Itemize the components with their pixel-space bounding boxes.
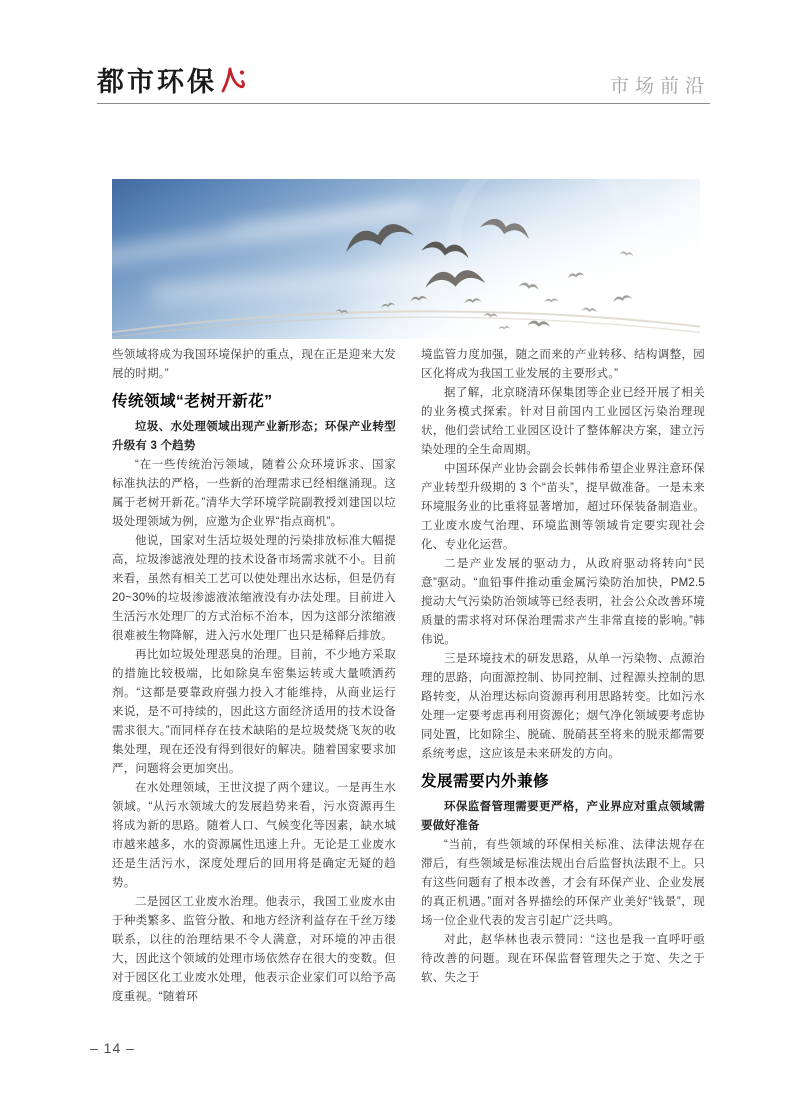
article-paragraph: 二是产业发展的驱动力，从政府驱动将转向“民意”驱动。“血铅事件推动重金属污染防治加快，PM2.5搅动大气污染防治领域等已经表明，社会公众改善环境质量的需求将对环保治理需求产生非常直接的影响。”韩伟说。 [421, 558, 705, 646]
article-paragraph: 三是环境技术的研发思路，从单一污染物、点源治理的思路，向面源控制、协同控制、过程源头控制的思路转变，从治理达标向资源再利用思路转变。比如污水处理一定要考虑再利用资源化；烟气净化领域要考虑协同处置，比如除尘、脱硫、脱硝甚至将来的脱汞都需要系统考虑，这应该是未来研发的方向。 [421, 653, 705, 760]
article-body [112, 346, 705, 1007]
magazine-logo [97, 63, 245, 96]
article-paragraph: 据了解，北京晓清环保集团等企业已经开展了相关的业务模式探索。针对目前国内工业园区污染治理现状，他们尝试给工业园区设计了整体解决方案，建立污染处理的全生命周期。 [421, 387, 705, 456]
article-paragraph: “当前，有些领域的环保相关标准、法律法规存在滞后，有些领域是标准法规出台后监督执法跟不上。只有这些问题有了根本改善，才会有环保产业、企业发展的真正机遇。”面对各界描绘的环保产业美好“钱景”，现场一位企业代表的发言引起广泛共鸣。 [421, 839, 705, 927]
article-lead-paragraph: 环保监督管理需要更严格，产业界应对重点领域需要做好准备 [421, 801, 705, 832]
magazine-title: 都市环保 [97, 67, 217, 97]
hero-sky-birds-image [112, 179, 700, 339]
article-paragraph: 些领域将成为我国环境保护的重点，现在正是迎来大发展的时期。” [112, 349, 396, 380]
page-header [97, 62, 710, 104]
article-paragraph: 境监管力度加强，随之而来的产业转移、结构调整，园区化将成为我国工业发展的主要形式。” [421, 349, 705, 380]
article-paragraph: 他说，国家对生活垃圾处理的污染排放标准大幅提高，垃圾渗滤液处理的技术设备市场需求就不小。目前来看，虽然有相关工艺可以使处理出水达标，但是仍有20~30%的垃圾渗滤液浓缩液没有办法处理。目前进入生活污水处理厂的方式治标不治本，因为这部分浓缩液很难被生物降解，进入污水处理厂也只是稀释后排放。 [112, 535, 396, 642]
article-right-column [421, 346, 705, 1007]
birds-illustration [112, 179, 700, 339]
article-paragraph: 再比如垃圾处理恶臭的治理。目前，不少地方采取的措施比较极端，比如除臭车密集运转或大量喷洒药剂。“这都是要靠政府强力投入才能维持，从商业运行来说，是不可持续的，因此这方面经济适用的技术设备需求很大。”而同样存在技术缺陷的是垃圾焚烧飞灰的收集处理，现在还没有得到很好的解决。随着国家要求加严，问题将会更加突出。 [112, 649, 396, 775]
red-calligraphy-mark-icon [221, 66, 245, 99]
article-subheading: 发展需要内外兼修 [421, 773, 550, 790]
article-left-column [112, 346, 396, 1007]
section-label: 市场前沿 [609, 76, 710, 97]
page-number: – 14 – [90, 1040, 135, 1056]
article-paragraph: 二是园区工业废水治理。他表示，我国工业废水由于种类繁多、监管分散、和地方经济利益存在千丝万缕联系，以往的治理结果不令人满意，对环境的冲击很大，因此这个领域的处理市场依然存在很大的变数。但对于园区化工业废水处理，他表示企业家们可以给予高度重视。“随着环 [112, 896, 396, 1003]
article-lead-paragraph: 垃圾、水处理领域出现产业新形态；环保产业转型升级有 3 个趋势 [112, 421, 396, 452]
article-paragraph: 中国环保产业协会副会长韩伟希望企业界注意环保产业转型升级期的 3 个“苗头”，提早做准备。一是未来环境服务业的比重将显著增加，超过环保装备制造业。工业废水废气治理、环境监测等领域肯定要实现社会化、专业化运营。 [421, 463, 705, 551]
article-paragraph: 对此，赵华林也表示赞同：“这也是我一直呼吁亟待改善的问题。现在环保监督管理失之于宽、失之于软、失之于 [421, 934, 705, 984]
article-paragraph: 在水处理领域，王世汶提了两个建议。一是再生水领域。“从污水领域大的发展趋势来看，污水资源再生将成为新的思路。随着人口、气候变化等因素，缺水城市越来越多，水的资源属性迅速上升。无论是工业废水还是生活污水，深度处理后的回用将是确定无疑的趋势。 [112, 782, 396, 889]
article-paragraph: “在一些传统治污领域，随着公众环境诉求、国家标准执法的严格，一些新的治理需求已经相继涌现。这属于老树开新花。”清华大学环境学院副教授刘建国以垃圾处理领域为例，应邀为企业界“指点商机”。 [112, 459, 396, 528]
article-subheading: 传统领域“老树开新花” [112, 393, 273, 410]
